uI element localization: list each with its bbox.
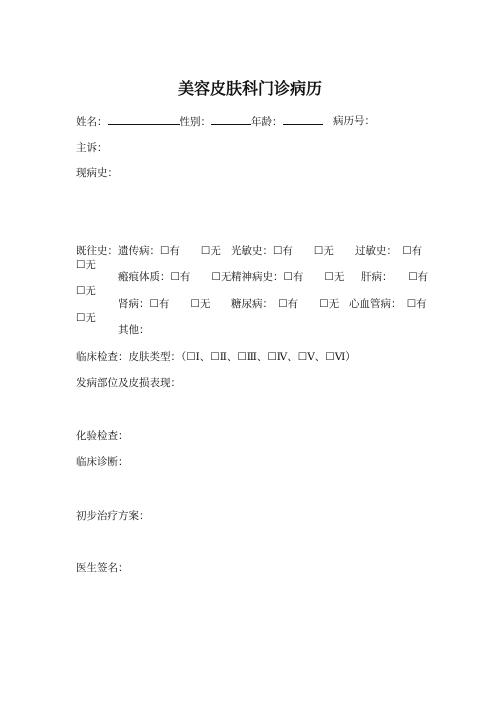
scar-option[interactable]: 瘢痕体质：☐有 ☐无	[118, 271, 232, 283]
allergy-option[interactable]: 过敏史： ☐有	[355, 245, 423, 257]
skin-type-row[interactable]: 临床检查：皮肤类型：（☐Ⅰ、☐Ⅱ、☐Ⅲ、☐Ⅳ、☐Ⅴ、☐Ⅵ）	[76, 351, 356, 363]
present-illness-label: 现病史：	[76, 167, 118, 179]
other-history-label: 其他：	[118, 324, 150, 336]
complaint-label: 主诉：	[76, 142, 108, 154]
treatment-plan-label: 初步治疗方案：	[76, 510, 150, 522]
kidney-option[interactable]: 肾病：☐有 ☐无	[118, 298, 211, 310]
gender-label: 性别：	[179, 116, 211, 128]
doctor-signature-label: 医生签名：	[76, 562, 129, 574]
lab-exam-label: 化验检查：	[76, 430, 129, 442]
record-no-label: 病历号：	[333, 115, 375, 127]
history-label: 既往史：	[76, 245, 118, 257]
heart-option[interactable]: 心血管病： ☐有	[349, 298, 427, 310]
patient-info-row	[76, 114, 323, 129]
age-label: 年龄：	[251, 116, 283, 128]
liver-no-option[interactable]: ☐无	[76, 285, 96, 297]
diagnosis-label: 临床诊断：	[76, 456, 129, 468]
photosensitive-option[interactable]: 光敏史：☐有 ☐无	[231, 245, 334, 257]
allergy-no-option[interactable]: ☐无	[76, 259, 96, 271]
name-blank[interactable]	[108, 114, 180, 125]
lesion-label: 发病部位及皮损表现：	[76, 377, 181, 389]
mental-option[interactable]: 精神病史：☐有 ☐无	[231, 271, 345, 283]
heart-no-option[interactable]: ☐无	[76, 312, 96, 324]
liver-option[interactable]: 肝病： ☐有	[361, 271, 429, 283]
gender-blank[interactable]	[211, 114, 251, 125]
age-blank[interactable]	[283, 114, 323, 125]
hereditary-option[interactable]: 遗传病：☐有 ☐无	[118, 245, 221, 257]
diabetes-option[interactable]: 糖尿病： ☐有 ☐无	[231, 298, 340, 310]
name-label: 姓名：	[76, 116, 108, 128]
page-title: 美容皮肤科门诊病历	[177, 79, 322, 98]
